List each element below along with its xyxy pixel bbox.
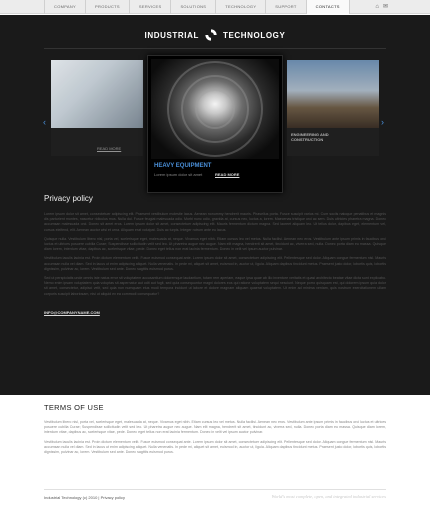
terms-paragraph: Vestibulum iaculis lacinia est. Proin dictum elementum velit. Fusce euismod consequat ante. Lorem ipsum dolor sit amet, consectetuer adipiscing elit. Pellentesque sed dolor. Aliquam congue fermentum nisl. Mauris accumsan nulla vel diam. Sed in lacus ut enim adipiscing aliquet. Nulla venenatis. In pede mi, aliquet sit amet, euismod in, auctor ut, ligula. Aliquam dapibus tincidunt metus. Praesent justo dolor, lobortis quis, lobortis dignissim, pulvinar ac, lorem. Vestibulum sed ante. Donec sagittis euismod purus. <box>44 439 386 455</box>
home-icon[interactable]: ⌂ <box>375 4 379 10</box>
main-nav <box>44 0 350 14</box>
nav-item-contacts[interactable]: CONTACTS <box>307 0 350 14</box>
footer-divider <box>44 489 386 490</box>
workers-photo <box>51 60 143 128</box>
site-logo[interactable] <box>0 23 430 47</box>
slider-prev-arrow-icon[interactable]: ‹ <box>43 117 46 127</box>
terms-paragraph: Vestibulum libero nisl, porta vel, scelerisque eget, malesuada at, neque. Vivamus eget nibh. Etiam cursus leo vel metus. Nulla facilisi. Aenean nec eros. Vestibulum ante ipsum primis in faucibus orci luctus et ultrices posuere cubilia Curae; Suspendisse sollicitudin velit sed leo. Ut pharetra augue nec augue. Nam elit magna, hendrerit sit amet, tincidunt ac, viverra sed, nulla. Donec porta diam eu massa. Quisque diam lorem, interdum vitae, dapibus ac, scelerisque vitae, pede. Donec eget tellus non erat lacinia fermentum. Donec in velit vel ipsum auctor pulvinar. <box>44 420 386 435</box>
top-icons <box>375 3 388 11</box>
slide-thumb-right[interactable] <box>287 60 379 156</box>
image-slider <box>0 55 430 195</box>
nav-item-technology[interactable]: TECHNOLOGY <box>216 0 266 14</box>
footer-tagline: World's most complete, open, and integrated industrial services <box>271 494 386 499</box>
slide-right-caption-line-2: CONSTRUCTION <box>291 137 324 142</box>
slide-main-title: HEAVY EQUIPMENT <box>154 163 212 169</box>
slider-next-arrow-icon[interactable]: › <box>381 117 384 127</box>
privacy-paragraph: Vestibulum iaculis lacinia est. Proin dictum elementum velit. Fusce euismod consequat ante. Lorem ipsum dolor sit amet, consectetuer adipiscing elit. Pellentesque sed dolor. Aliquam congue fermentum nisl. Mauris accumsan nulla vel diam. Sed in lacus ut enim adipiscing aliquet. Nulla venenatis. In pede mi, aliquet sit amet, euismod in, auctor ut, ligula. Aliquam dapibus tincidunt metus. Praesent justo dolor, lobortis quis, lobortis dignissim, pulvinar ac, lorem. Vestibulum sed ante. Donec sagittis euismod purus. <box>44 256 386 271</box>
slide-right-caption-line-1: ENGINEERING AND <box>291 132 329 137</box>
footer-separator: | <box>97 495 101 500</box>
nav-item-products[interactable]: PRODUCTS <box>86 0 130 14</box>
email-link[interactable]: INFO@COMPANYNAME.COM <box>44 309 100 315</box>
slide-main[interactable] <box>147 55 283 193</box>
mail-icon[interactable]: ✉ <box>382 4 388 10</box>
privacy-title: Privacy policy <box>44 194 93 203</box>
nav-item-services[interactable]: SERVICES <box>130 0 172 14</box>
slide-right-caption <box>291 132 329 142</box>
header-divider <box>44 48 386 49</box>
privacy-paragraph: Lorem ipsum dolor sit amet, consectetuer adipiscing elit. Praesent vestibulum molestie lacus. Aenean nonummy hendrerit mauris. Phasellus porta. Fusce suscipit varius mi. Cum sociis natoque penatibus et magnis dis parturient montes, nascetur ridiculus mus. Nulla dui. Fusce feugiat malesuada odio. Morbi nunc odio, gravida at, cursus nec, luctus a, lorem. Maecenas tristique orci ac sem. Duis ultricies pharetra magna. Donec accumsan malesuada orci. Donec sit amet eros. Lorem ipsum dolor sit amet, consectetuer adipiscing elit. Mauris fermentum dictum magna. Sed laoreet aliquam leo. Ut tellus dolor, dapibus eget, elementum vel, cursus eleifend, elit. Aenean auctor wisi et urna. Aliquam erat volutpat. Duis ac turpis. Integer rutrum ante eu lacus. <box>44 212 386 232</box>
nav-item-solutions[interactable]: SOLUTIONS <box>171 0 216 14</box>
terms-section <box>44 403 386 459</box>
slide-main-desc: Lorem ipsum dolor sit amet <box>154 172 203 177</box>
privacy-section <box>44 194 386 319</box>
footer-copyright <box>44 495 125 500</box>
construction-photo <box>287 60 379 128</box>
logo-text-right: TECHNOLOGY <box>223 30 286 40</box>
privacy-paragraph: Sed ut perspiciatis unde omnis iste natus error sit voluptatem accusantium doloremque laudantium, totam rem aperiam, eaque ipsa quae ab illo inventore veritatis et quasi architecto beatae vitae dicta sunt explicabo. Nemo enim ipsam voluptatem quia voluptas sit aspernatur aut odit aut fugit, sed quia consequuntur magni dolores eos qui ratione voluptatem sequi nesciunt. Neque porro quisquam est, qui dolorem ipsum quia dolor sit amet, consectetur, adipisci velit, sed quia non numquam eius modi tempora incidunt ut labore et dolore magnam aliquam quaerat voluptatem. Ut enim ad minima veniam, quis nostrum exercitationem ullam corporis suscipit laboriosam, nisi ut aliquid ex ea commodi consequatur? <box>44 276 386 296</box>
nav-item-support[interactable]: SUPPORT <box>266 0 306 14</box>
logo-text-left: INDUSTRIAL <box>144 30 199 40</box>
tunnel-ring <box>167 61 263 157</box>
dark-content-area <box>0 15 430 395</box>
footer-privacy-link[interactable]: Privacy policy <box>100 495 126 500</box>
slide-left-read-more[interactable]: READ MORE <box>97 146 122 151</box>
terms-title: TERMS OF USE <box>44 403 104 412</box>
slide-main-read-more[interactable]: READ MORE <box>215 172 240 177</box>
top-navigation-bar <box>0 0 430 14</box>
copyright-text: Industrial Technology (c) 2010 <box>44 495 98 500</box>
privacy-paragraph: Quisque nulla. Vestibulum libero nisl, porta vel, scelerisque eget, malesuada at, neque. Vivamus eget nibh. Etiam cursus leo vel metus. Nulla facilisi. Aenean nec eros. Vestibulum ante ipsum primis in faucibus orci luctus et ultrices posuere cubilia Curae; Suspendisse sollicitudin velit sed leo. Ut pharetra augue nec augue. Nam elit magna, hendrerit sit amet, tincidunt ac, viverra sed, nulla. Donec porta diam eu massa. Quisque diam lorem, interdum vitae, dapibus ac, scelerisque vitae, pede. Donec eget tellus non erat lacinia fermentum. Donec in velit vel ipsum auctor pulvinar. <box>44 236 386 252</box>
slide-thumb-left[interactable] <box>51 60 143 156</box>
nav-item-company[interactable]: COMPANY <box>44 0 86 14</box>
tunnel-photo <box>151 59 279 159</box>
logo-swirl-icon <box>204 28 218 42</box>
